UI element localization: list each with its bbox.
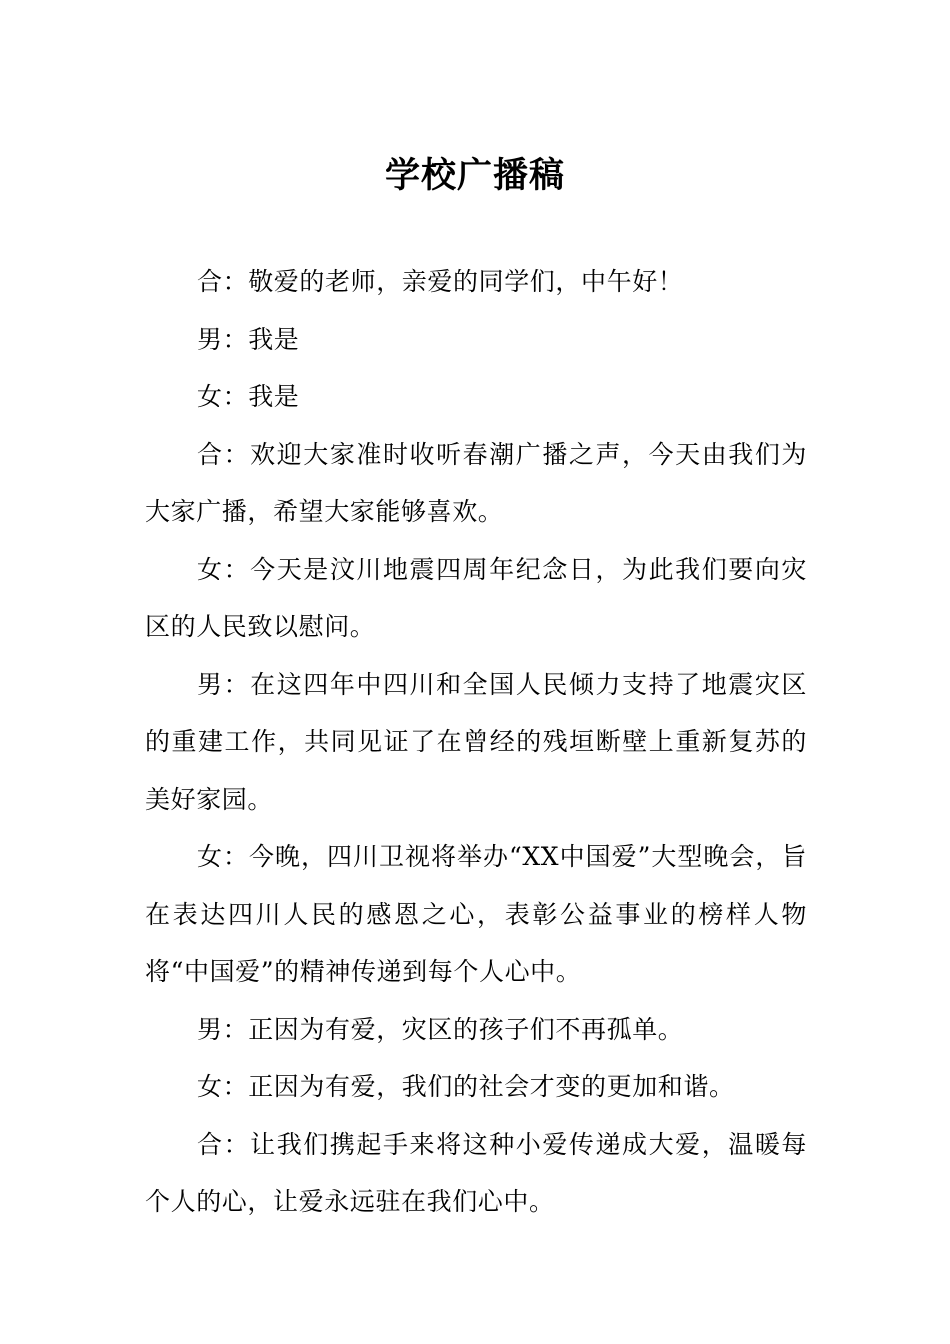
paragraph: 男：正因为有爱，灾区的孩子们不再孤单。	[197, 1014, 684, 1044]
paragraph: 女：今晚，四川卫视将举办“XX中国爱”大型晚会，旨在表达四川人民的感恩之心，表彰公益事业的榜样人物将“中国爱”的精神传递到每个人心中。	[145, 842, 807, 986]
paragraph: 男：在这四年中四川和全国人民倾力支持了地震灾区的重建工作，共同见证了在曾经的残垣断壁上重新复苏的美好家园。	[145, 669, 807, 814]
document-body	[145, 253, 807, 1231]
paragraph: 合：欢迎大家准时收听春潮广播之声，今天由我们为大家广播，希望大家能够喜欢。	[145, 439, 807, 526]
paragraph: 合：让我们携起手来将这种小爱传递成大爱，温暖每个人的心，让爱永远驻在我们心中。	[145, 1129, 807, 1216]
paragraph: 女：我是	[197, 382, 300, 411]
paragraph: 合：敬爱的老师，亲爱的同学们，中午好！	[197, 267, 684, 296]
paragraph: 男：我是	[197, 324, 300, 354]
paragraph: 女：今天是汶川地震四周年纪念日，为此我们要向灾区的人民致以慰问。	[145, 554, 807, 641]
document-title: 学校广播稿	[384, 155, 565, 197]
paragraph: 女：正因为有爱，我们的社会才变的更加和谐。	[197, 1072, 735, 1101]
